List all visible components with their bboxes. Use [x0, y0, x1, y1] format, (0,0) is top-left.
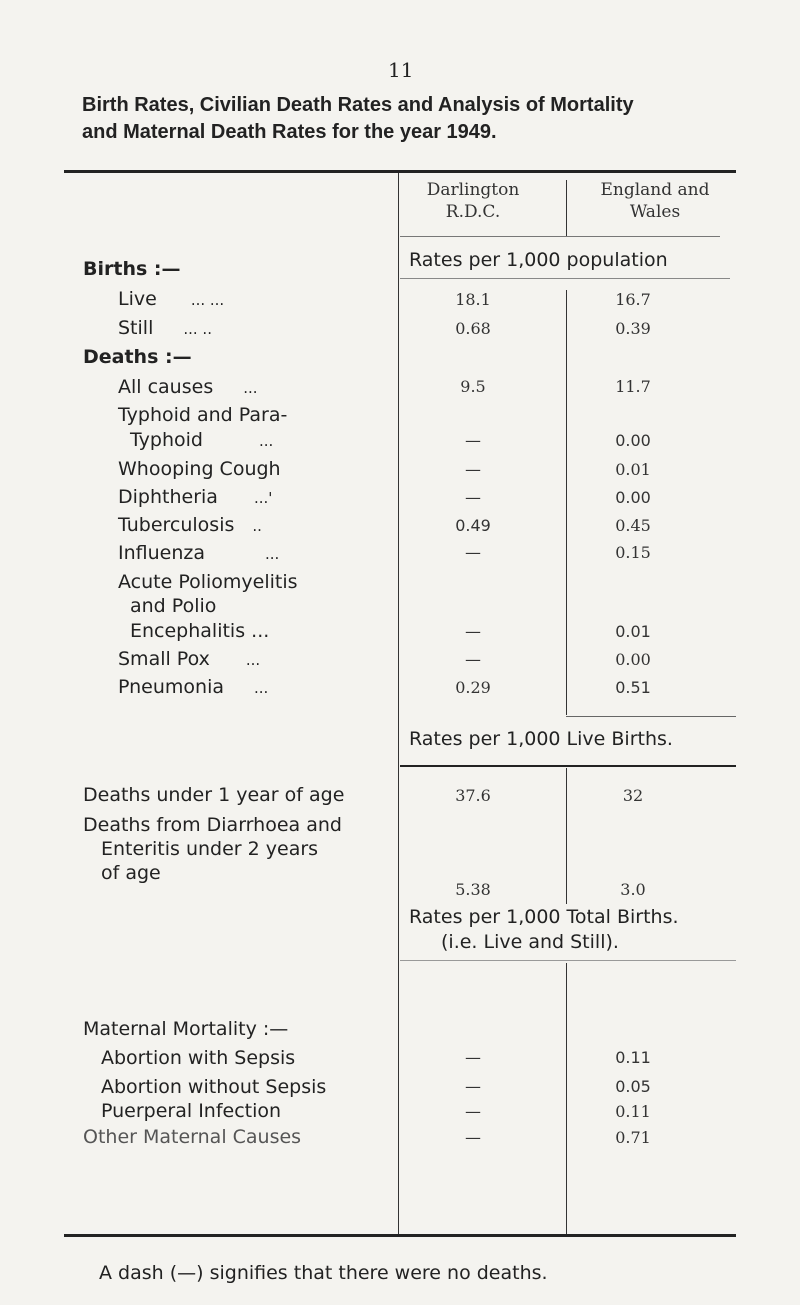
rates-live-births-header: Rates per 1,000 Live Births.: [409, 728, 673, 750]
typhoid-darlington: —: [465, 431, 481, 450]
polio-darlington: —: [465, 622, 481, 641]
under1-label: Deaths under 1 year of age: [83, 784, 345, 806]
middle-rule-top: [566, 180, 567, 236]
puerperal-england: 0.11: [615, 1102, 651, 1121]
footnote: A dash (—) signifies that there were no deaths.: [99, 1262, 548, 1284]
all-causes-label: All causes ...: [118, 376, 258, 398]
still-label: Still ... ..: [118, 317, 212, 339]
polio-england: 0.01: [615, 622, 651, 641]
smallpox-label: Small Pox ...: [118, 648, 261, 670]
other-maternal-darlington: —: [465, 1128, 481, 1147]
under1-darlington: 37.6: [455, 786, 491, 805]
tuberculosis-england: 0.45: [615, 516, 651, 535]
top-rule: [64, 170, 736, 173]
diarrhoea-label-line2: Enteritis under 2 years: [101, 838, 319, 860]
darlington-header: Darlington R.D.C.: [426, 180, 520, 222]
rates-total-births-subheader: (i.e. Live and Still).: [441, 931, 619, 953]
live-england: 16.7: [615, 290, 651, 309]
population-section-end-rule: [566, 716, 736, 717]
deaths-heading: Deaths :—: [83, 346, 192, 368]
influenza-darlington: —: [465, 543, 481, 562]
page-number: 11: [388, 58, 414, 82]
middle-rule-population: [566, 290, 567, 715]
other-maternal-england: 0.71: [615, 1128, 651, 1147]
abortion-no-sepsis-england: 0.05: [615, 1077, 651, 1096]
abortion-sepsis-darlington: —: [465, 1048, 481, 1067]
diarrhoea-label-line3: of age: [101, 862, 161, 884]
typhoid-label-line1: Typhoid and Para-: [118, 404, 288, 426]
polio-label-line2: and Polio: [130, 595, 217, 617]
typhoid-label-line2: Typhoid ...: [130, 429, 274, 451]
page-title: Birth Rates, Civilian Death Rates and Analysis of Mortality: [82, 94, 634, 116]
england-wales-header: England and Wales: [600, 180, 710, 222]
middle-rule-live-births: [566, 768, 567, 904]
polio-label-line3: Encephalitis ...: [130, 620, 270, 642]
puerperal-label: Puerperal Infection: [101, 1100, 282, 1122]
smallpox-england: 0.00: [615, 650, 651, 669]
diarrhoea-darlington: 5.38: [455, 880, 491, 899]
tuberculosis-label: Tuberculosis ..: [118, 514, 262, 536]
rates-live-births-rule: [400, 765, 736, 767]
pneumonia-label: Pneumonia ...: [118, 676, 269, 698]
diarrhoea-england: 3.0: [620, 880, 646, 899]
rates-population-header: Rates per 1,000 population: [409, 249, 668, 271]
rates-total-births-header: Rates per 1,000 Total Births.: [409, 906, 679, 928]
abortion-no-sepsis-darlington: —: [465, 1077, 481, 1096]
abortion-sepsis-label: Abortion with Sepsis: [101, 1047, 296, 1069]
influenza-england: 0.15: [615, 543, 651, 562]
bottom-rule: [64, 1234, 736, 1237]
diphtheria-england: 0.00: [615, 488, 651, 507]
still-england: 0.39: [615, 319, 651, 338]
diphtheria-label: Diphtheria ...': [118, 486, 273, 508]
influenza-label: Influenza ...: [118, 542, 280, 564]
darlington-left-rule: [398, 173, 399, 1234]
all-causes-darlington: 9.5: [460, 377, 486, 396]
under1-england: 32: [622, 786, 644, 805]
middle-rule-maternal: [566, 963, 567, 1234]
whooping-label: Whooping Cough: [118, 458, 281, 480]
page-title-line2: and Maternal Death Rates for the year 1949.: [82, 121, 497, 143]
other-maternal-label: Other Maternal Causes: [83, 1126, 302, 1148]
births-heading: Births :—: [83, 258, 181, 280]
pneumonia-england: 0.51: [615, 678, 651, 697]
all-causes-england: 11.7: [615, 377, 651, 396]
diphtheria-darlington: —: [465, 488, 481, 507]
abortion-no-sepsis-label: Abortion without Sepsis: [101, 1076, 327, 1098]
smallpox-darlington: —: [465, 650, 481, 669]
pneumonia-darlington: 0.29: [455, 678, 491, 697]
rates-population-rule: [400, 278, 730, 279]
header-divider: [400, 236, 720, 237]
maternal-mortality-heading: Maternal Mortality :—: [83, 1018, 289, 1040]
whooping-darlington: —: [465, 460, 481, 479]
rates-total-births-rule: [400, 960, 736, 961]
live-darlington: 18.1: [455, 290, 491, 309]
tuberculosis-darlington: 0.49: [455, 516, 491, 535]
diarrhoea-label-line1: Deaths from Diarrhoea and: [83, 814, 342, 836]
whooping-england: 0.01: [615, 460, 651, 479]
still-darlington: 0.68: [455, 319, 491, 338]
polio-label-line1: Acute Poliomyelitis: [118, 571, 298, 593]
live-label: Live ... ...: [118, 288, 225, 310]
typhoid-england: 0.00: [615, 431, 651, 450]
abortion-sepsis-england: 0.11: [615, 1048, 651, 1067]
puerperal-darlington: —: [465, 1102, 481, 1121]
